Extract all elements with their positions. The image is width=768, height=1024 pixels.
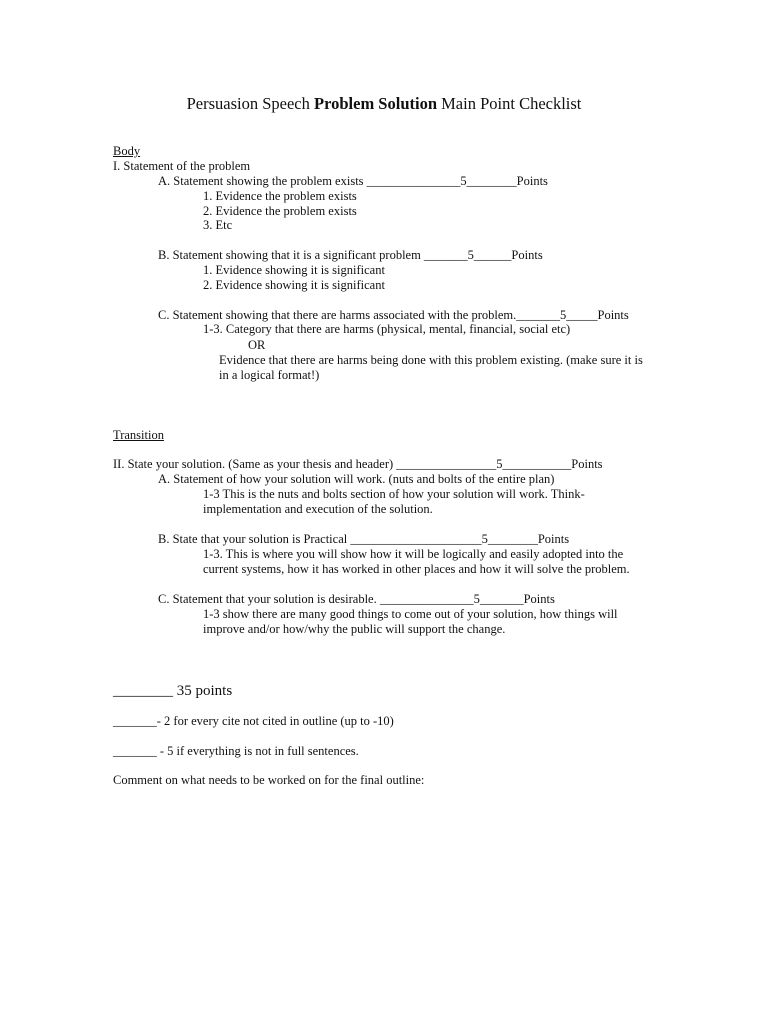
section2-c-line2: improve and/or how/why the public will support the change. [203,622,506,636]
section1-a-item: 3. Etc [203,218,233,232]
section1-c-item: 1-3. Category that there are harms (physical, mental, financial, social etc) [203,322,571,336]
section2-b-line2: current systems, how it has worked in other places and how it will solve the problem. [203,562,630,576]
section1-c-alt-line1: Evidence that there are harms being done with this problem existing. (make sure it is [219,353,643,367]
deduction-sentences: _______ - 5 if everything is not in full sentences. [113,744,359,758]
section2-point-a: A. Statement of how your solution will work. (nuts and bolts of the entire plan) [158,472,555,486]
title-bold: Problem Solution [314,94,438,113]
section2-point-c: C. Statement that your solution is desirable. _______________5_______Points [158,592,555,606]
section1-a-item: 2. Evidence the problem exists [203,204,357,218]
section1-point-b: B. Statement showing that it is a significant problem _______5______Points [158,248,543,262]
total-points-line: ________ 35 points [113,683,233,699]
section2-point-b: B. State that your solution is Practical _____________________5________Points [158,532,570,546]
section2-a-line1: 1-3 This is the nuts and bolts section of how your solution will work. Think- [203,487,585,501]
section1-b-item: 2. Evidence showing it is significant [203,278,385,292]
body-heading: Body [113,144,141,158]
section1-point-c: C. Statement showing that there are harms associated with the problem._______5_____Points [158,308,629,322]
section1-c-alt-line2: in a logical format!) [219,368,320,382]
section2-c-line1: 1-3 show there are many good things to come out of your solution, how things will [203,607,618,621]
section1-heading: I. Statement of the problem [113,159,251,173]
page-title [0,94,768,114]
title-part2: Main Point Checklist [437,94,582,113]
section2-b-line1: 1-3. This is where you will show how it will be logically and easily adopted into the [203,547,624,561]
section1-c-or: OR [248,338,266,352]
section1-point-a: A. Statement showing the problem exists _______________5________Points [158,174,548,188]
transition-heading: Transition [113,428,164,442]
comment-prompt: Comment on what needs to be worked on for the final outline: [113,773,425,787]
section1-b-item: 1. Evidence showing it is significant [203,263,385,277]
deduction-citations: _______- 2 for every cite not cited in outline (up to -10) [113,714,394,728]
title-part1: Persuasion Speech [186,94,314,113]
section2-a-line2: implementation and execution of the solution. [203,502,433,516]
section2-heading: II. State your solution. (Same as your thesis and header) ________________5___________Points [113,457,603,471]
section1-a-item: 1. Evidence the problem exists [203,189,357,203]
